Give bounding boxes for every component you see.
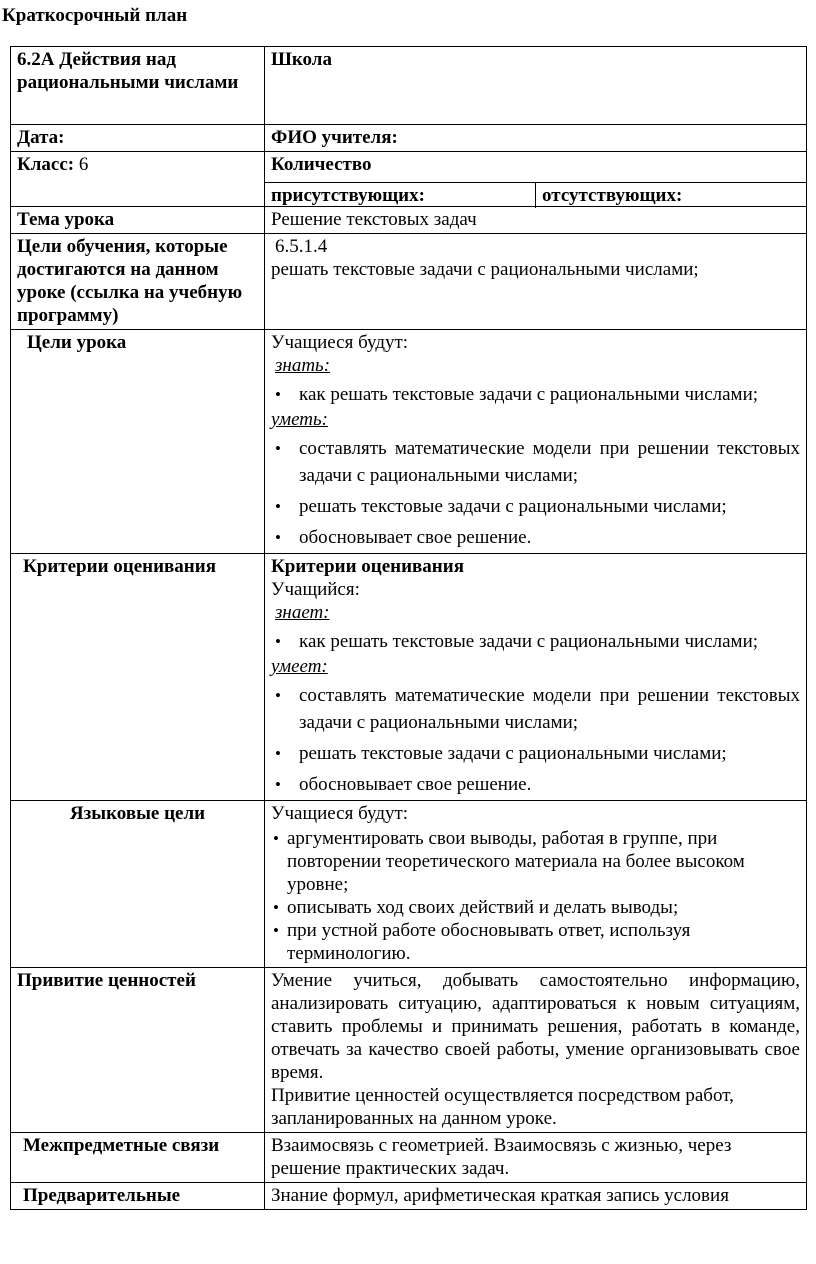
list-item: • обосновывает свое решение. xyxy=(271,524,800,551)
lesson-goals-know: знать: xyxy=(275,355,331,376)
criteria-knows: знает: xyxy=(275,602,330,623)
values-cell xyxy=(265,968,807,1133)
criteria-can-list xyxy=(271,682,800,798)
criteria-can: умеет: xyxy=(271,656,328,677)
prior-label: Предварительные xyxy=(11,1183,265,1210)
lesson-goals-know-list xyxy=(271,381,800,408)
list-item: • при устной работе обосновывать ответ, используя терминологию. xyxy=(271,919,800,965)
quantity-label: Количество xyxy=(271,154,372,175)
page-title: Краткосрочный план xyxy=(2,5,188,26)
section-cell: 6.2А Действия над рациональными числами xyxy=(11,47,265,125)
values-text-1: Умение учиться, добывать самостоятельно информацию, анализировать ситуацию, адаптироваться к новым ситуациям, ставить проблемы и принимать решения, работать в команде, отвечать за качество своей работы, умение организовывать свое время. xyxy=(271,970,800,1083)
class-cell xyxy=(11,152,265,207)
table-row xyxy=(11,207,807,234)
list-item: • решать текстовые задачи с рациональными числами; xyxy=(271,493,800,520)
date-label: Дата: xyxy=(11,125,265,152)
list-item: • аргументировать свои выводы, работая в группе, при повторении теоретического материала на более высоком уровне; xyxy=(271,827,800,896)
table-row xyxy=(11,1133,807,1183)
table-row xyxy=(11,330,807,554)
language-cell xyxy=(265,801,807,968)
table-row xyxy=(11,234,807,330)
table-row xyxy=(11,47,807,125)
attendance-cell xyxy=(265,152,807,207)
list-item: • решать текстовые задачи с рациональными числами; xyxy=(271,740,800,767)
topic-label: Тема урока xyxy=(11,207,265,234)
topic-value: Решение текстовых задач xyxy=(265,207,807,234)
class-value: 6 xyxy=(74,154,89,175)
lesson-goals-can-list xyxy=(271,435,800,551)
list-item: • как решать текстовые задачи с рациональными числами; xyxy=(271,381,800,408)
language-intro: Учащиеся будут: xyxy=(271,803,409,824)
list-item: • составлять математические модели при решении текстовых задачи с рациональными числами; xyxy=(271,435,800,489)
present-label: присутствующих: xyxy=(271,185,425,206)
class-label: Класс: xyxy=(17,154,75,175)
objectives-label: Цели обучения, которые достигаются на данном уроке (ссылка на учебную программу) xyxy=(11,234,265,330)
teacher-label: ФИО учителя: xyxy=(265,125,807,152)
objectives-text: решать текстовые задачи с рациональными числами; xyxy=(271,259,699,280)
interdisciplinary-text: Взаимосвязь с геометрией. Взаимосвязь с жизнью, через решение практических задач. xyxy=(265,1133,807,1183)
criteria-intro: Учащийся: xyxy=(271,579,360,600)
table-row xyxy=(11,125,807,152)
table-row xyxy=(11,801,807,968)
criteria-knows-list xyxy=(271,628,800,655)
criteria-heading: Критерии оценивания xyxy=(271,556,464,577)
table-row xyxy=(11,1183,807,1210)
absent-label: отсутствующих: xyxy=(535,183,806,208)
criteria-label: Критерии оценивания xyxy=(11,554,265,801)
interdisciplinary-label: Межпредметные связи xyxy=(11,1133,265,1183)
table-row xyxy=(11,554,807,801)
prior-text: Знание формул, арифметическая краткая запись условия xyxy=(265,1183,807,1210)
list-item: • описывать ход своих действий и делать выводы; xyxy=(271,896,800,919)
list-item: • как решать текстовые задачи с рациональными числами; xyxy=(271,628,800,655)
objectives-code: 6.5.1.4 xyxy=(275,236,328,257)
attendance-subrow xyxy=(265,182,806,208)
criteria-cell xyxy=(265,554,807,801)
table-row xyxy=(11,152,807,207)
lesson-plan-table xyxy=(10,46,807,1210)
lesson-goals-can: уметь: xyxy=(271,409,328,430)
school-cell: Школа xyxy=(265,47,807,125)
values-text-2: Привитие ценностей осуществляется посредством работ, запланированных на данном уроке. xyxy=(271,1085,734,1129)
table-row xyxy=(11,968,807,1133)
lesson-goals-label: Цели урока xyxy=(11,330,265,554)
list-item: • составлять математические модели при решении текстовых задачи с рациональными числами; xyxy=(271,682,800,736)
list-item: • обосновывает свое решение. xyxy=(271,771,800,798)
lesson-goals-cell xyxy=(265,330,807,554)
objectives-cell xyxy=(265,234,807,330)
language-list xyxy=(271,827,800,965)
language-label: Языковые цели xyxy=(11,801,265,968)
values-label: Привитие ценностей xyxy=(11,968,265,1133)
lesson-goals-intro: Учащиеся будут: xyxy=(271,332,409,353)
